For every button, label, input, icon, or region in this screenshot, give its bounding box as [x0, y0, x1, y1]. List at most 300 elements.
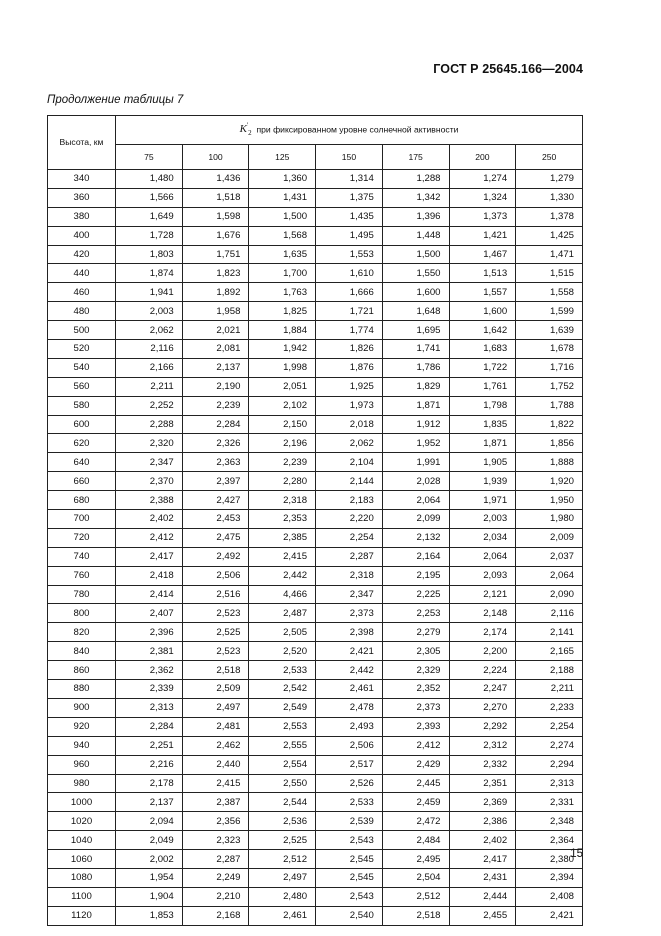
coefficient-cell: 1,635 [249, 245, 316, 264]
coefficient-cell: 2,462 [182, 736, 249, 755]
solar-level-header: 200 [449, 145, 516, 170]
table-row [48, 566, 583, 585]
coefficient-cell: 2,018 [316, 415, 383, 434]
coefficient-cell: 2,512 [249, 850, 316, 869]
coefficient-cell: 1,786 [382, 358, 449, 377]
solar-level-header: 125 [249, 145, 316, 170]
height-cell: 620 [48, 434, 116, 453]
coefficient-cell: 1,952 [382, 434, 449, 453]
coefficient-cell: 2,427 [182, 491, 249, 510]
coefficient-cell: 2,505 [249, 623, 316, 642]
coefficient-cell: 1,716 [516, 358, 583, 377]
height-cell: 460 [48, 283, 116, 302]
table-row [48, 736, 583, 755]
coefficient-cell: 2,493 [316, 717, 383, 736]
coefficient-cell: 1,874 [116, 264, 183, 283]
table-row [48, 188, 583, 207]
coefficient-cell: 4,466 [249, 585, 316, 604]
coefficient-cell: 2,332 [449, 755, 516, 774]
coefficient-cell: 1,905 [449, 453, 516, 472]
coefficient-cell: 2,504 [382, 868, 449, 887]
coefficient-cell: 2,280 [249, 472, 316, 491]
coefficient-cell: 2,484 [382, 831, 449, 850]
coefficient-cell: 2,455 [449, 906, 516, 925]
coefficient-cell: 1,722 [449, 358, 516, 377]
table-row [48, 377, 583, 396]
coefficient-cell: 2,415 [182, 774, 249, 793]
coefficient-cell: 1,288 [382, 170, 449, 189]
coefficient-cell: 1,274 [449, 170, 516, 189]
coefficient-cell: 2,394 [516, 868, 583, 887]
coefficient-cell: 2,396 [116, 623, 183, 642]
coefficient-cell: 2,239 [249, 453, 316, 472]
coefficient-cell: 2,380 [516, 850, 583, 869]
coefficient-group-header [116, 116, 583, 145]
coefficient-cell: 1,835 [449, 415, 516, 434]
coefficient-cell: 2,090 [516, 585, 583, 604]
coefficient-cell: 2,356 [182, 812, 249, 831]
coefficient-cell: 2,287 [316, 547, 383, 566]
coefficient-cell: 2,373 [316, 604, 383, 623]
coefficient-cell: 1,884 [249, 321, 316, 340]
height-cell: 920 [48, 717, 116, 736]
coefficient-cell: 1,950 [516, 491, 583, 510]
coefficient-cell: 2,252 [116, 396, 183, 415]
coefficient-cell: 2,313 [516, 774, 583, 793]
height-cell: 360 [48, 188, 116, 207]
coefficient-cell: 1,500 [382, 245, 449, 264]
table-row [48, 340, 583, 359]
coefficient-cell: 1,912 [382, 415, 449, 434]
coefficient-cell: 2,009 [516, 528, 583, 547]
height-cell: 760 [48, 566, 116, 585]
table-row [48, 642, 583, 661]
coefficient-cell: 2,132 [382, 528, 449, 547]
coefficient-cell: 2,402 [449, 831, 516, 850]
coefficient-cell: 1,798 [449, 396, 516, 415]
coefficient-cell: 1,721 [316, 302, 383, 321]
coefficient-cell: 1,500 [249, 207, 316, 226]
coefficient-cell: 2,364 [516, 831, 583, 850]
coefficient-cell: 2,326 [182, 434, 249, 453]
coefficient-cell: 2,421 [516, 906, 583, 925]
coefficient-cell: 2,049 [116, 831, 183, 850]
coefficient-cell: 1,436 [182, 170, 249, 189]
coefficient-cell: 1,958 [182, 302, 249, 321]
height-cell: 540 [48, 358, 116, 377]
coefficient-cell: 1,980 [516, 510, 583, 529]
coefficient-cell: 2,542 [249, 680, 316, 699]
table-row [48, 906, 583, 925]
coefficient-cell: 2,313 [116, 698, 183, 717]
coefficient-cell: 2,062 [316, 434, 383, 453]
table-row [48, 396, 583, 415]
coefficient-cell: 1,752 [516, 377, 583, 396]
coefficient-cell: 2,323 [182, 831, 249, 850]
coefficient-cell: 2,370 [116, 472, 183, 491]
coefficient-cell: 1,550 [382, 264, 449, 283]
coefficient-cell: 2,539 [316, 812, 383, 831]
coefficient-cell: 1,558 [516, 283, 583, 302]
coefficient-cell: 2,200 [449, 642, 516, 661]
table-row [48, 850, 583, 869]
coefficient-cell: 1,695 [382, 321, 449, 340]
coefficient-cell: 2,549 [249, 698, 316, 717]
table-row [48, 434, 583, 453]
coefficient-cell: 1,513 [449, 264, 516, 283]
coefficient-cell: 1,610 [316, 264, 383, 283]
coefficient-cell: 2,196 [249, 434, 316, 453]
coefficient-cell: 2,421 [316, 642, 383, 661]
coefficient-cell: 2,210 [182, 887, 249, 906]
coefficient-cell: 2,051 [249, 377, 316, 396]
coefficient-cell: 1,939 [449, 472, 516, 491]
coefficient-cell: 1,853 [116, 906, 183, 925]
coefficient-cell: 2,287 [182, 850, 249, 869]
coefficient-cell: 2,165 [516, 642, 583, 661]
coefficient-cell: 1,314 [316, 170, 383, 189]
coefficient-cell: 2,362 [116, 661, 183, 680]
coefficient-cell: 1,676 [182, 226, 249, 245]
table-row [48, 774, 583, 793]
table-row [48, 793, 583, 812]
table-row [48, 604, 583, 623]
coefficient-cell: 2,544 [249, 793, 316, 812]
coefficient-cell: 1,279 [516, 170, 583, 189]
coefficient-cell: 2,251 [116, 736, 183, 755]
data-table [47, 115, 583, 926]
table-row [48, 491, 583, 510]
coefficient-cell: 2,288 [116, 415, 183, 434]
table-row [48, 812, 583, 831]
coefficient-cell: 1,467 [449, 245, 516, 264]
coefficient-cell: 2,305 [382, 642, 449, 661]
coefficient-cell: 2,064 [516, 566, 583, 585]
coefficient-cell: 1,678 [516, 340, 583, 359]
coefficient-cell: 2,545 [316, 868, 383, 887]
coefficient-cell: 2,555 [249, 736, 316, 755]
height-cell: 660 [48, 472, 116, 491]
table-row [48, 510, 583, 529]
coefficient-cell: 1,788 [516, 396, 583, 415]
coefficient-cell: 2,274 [516, 736, 583, 755]
coefficient-cell: 2,352 [382, 680, 449, 699]
coefficient-cell: 2,386 [449, 812, 516, 831]
height-cell: 420 [48, 245, 116, 264]
coefficient-cell: 2,440 [182, 755, 249, 774]
coefficient-cell: 1,330 [516, 188, 583, 207]
coefficient-cell: 2,472 [382, 812, 449, 831]
coefficient-cell: 1,666 [316, 283, 383, 302]
coefficient-cell: 1,774 [316, 321, 383, 340]
height-cell: 1100 [48, 887, 116, 906]
coefficient-cell: 2,536 [249, 812, 316, 831]
coefficient-cell: 2,385 [249, 528, 316, 547]
table-row [48, 547, 583, 566]
height-cell: 340 [48, 170, 116, 189]
coefficient-cell: 1,431 [249, 188, 316, 207]
coefficient-cell: 2,412 [382, 736, 449, 755]
coefficient-cell: 2,254 [516, 717, 583, 736]
coefficient-cell: 2,381 [116, 642, 183, 661]
coefficient-cell: 2,329 [382, 661, 449, 680]
coefficient-cell: 1,763 [249, 283, 316, 302]
coefficient-cell: 2,397 [182, 472, 249, 491]
coefficient-cell: 2,518 [182, 661, 249, 680]
coefficient-cell: 1,700 [249, 264, 316, 283]
height-cell: 600 [48, 415, 116, 434]
coefficient-cell: 2,525 [182, 623, 249, 642]
table-row [48, 226, 583, 245]
coefficient-cell: 2,516 [182, 585, 249, 604]
coefficient-cell: 2,415 [249, 547, 316, 566]
coefficient-cell: 1,600 [449, 302, 516, 321]
coefficient-cell: 2,506 [316, 736, 383, 755]
coefficient-cell: 2,363 [182, 453, 249, 472]
height-cell: 640 [48, 453, 116, 472]
table-row [48, 321, 583, 340]
coefficient-cell: 2,402 [116, 510, 183, 529]
table-row [48, 680, 583, 699]
coefficient-cell: 2,174 [449, 623, 516, 642]
coefficient-cell: 1,553 [316, 245, 383, 264]
coefficient-cell: 1,826 [316, 340, 383, 359]
coefficient-cell: 1,856 [516, 434, 583, 453]
coefficient-cell: 2,353 [249, 510, 316, 529]
coefficient-cell: 2,284 [116, 717, 183, 736]
coefficient-cell: 2,064 [382, 491, 449, 510]
coefficient-cell: 1,600 [382, 283, 449, 302]
coefficient-cell: 1,515 [516, 264, 583, 283]
coefficient-cell: 1,566 [116, 188, 183, 207]
coefficient-symbol: $K'_2$ [239, 121, 252, 138]
coefficient-cell: 2,417 [449, 850, 516, 869]
coefficient-cell: 2,279 [382, 623, 449, 642]
coefficient-cell: 1,642 [449, 321, 516, 340]
coefficient-cell: 2,554 [249, 755, 316, 774]
coefficient-cell: 2,183 [316, 491, 383, 510]
coefficient-cell: 2,099 [382, 510, 449, 529]
height-cell: 440 [48, 264, 116, 283]
table-row [48, 453, 583, 472]
coefficient-cell: 2,166 [116, 358, 183, 377]
coefficient-cell: 1,598 [182, 207, 249, 226]
coefficient-cell: 2,553 [249, 717, 316, 736]
coefficient-cell: 1,378 [516, 207, 583, 226]
coefficient-cell: 1,876 [316, 358, 383, 377]
coefficient-cell: 2,550 [249, 774, 316, 793]
coefficient-cell: 2,211 [116, 377, 183, 396]
table-row [48, 831, 583, 850]
coefficient-cell: 2,284 [182, 415, 249, 434]
solar-level-header: 250 [516, 145, 583, 170]
coefficient-cell: 2,178 [116, 774, 183, 793]
coefficient-cell: 2,002 [116, 850, 183, 869]
coefficient-cell: 2,497 [249, 868, 316, 887]
coefficient-cell: 2,064 [449, 547, 516, 566]
coefficient-cell: 2,545 [316, 850, 383, 869]
coefficient-cell: 2,164 [382, 547, 449, 566]
height-column-header: Высота, км [48, 116, 116, 170]
coefficient-cell: 2,398 [316, 623, 383, 642]
coefficient-cell: 2,408 [516, 887, 583, 906]
coefficient-cell: 2,393 [382, 717, 449, 736]
coefficient-cell: 1,375 [316, 188, 383, 207]
coefficient-cell: 2,104 [316, 453, 383, 472]
coefficient-cell: 2,480 [249, 887, 316, 906]
coefficient-cell: 2,247 [449, 680, 516, 699]
coefficient-cell: 1,871 [382, 396, 449, 415]
coefficient-cell: 2,003 [116, 302, 183, 321]
solar-level-header: 175 [382, 145, 449, 170]
coefficient-cell: 2,021 [182, 321, 249, 340]
coefficient-cell: 2,417 [116, 547, 183, 566]
coefficient-cell: 1,822 [516, 415, 583, 434]
coefficient-cell: 1,360 [249, 170, 316, 189]
coefficient-cell: 2,093 [449, 566, 516, 585]
coefficient-cell: 1,448 [382, 226, 449, 245]
height-cell: 840 [48, 642, 116, 661]
coefficient-description: при фиксированном уровне солнечной активности [256, 124, 459, 135]
solar-level-header: 100 [182, 145, 249, 170]
coefficient-cell: 2,254 [316, 528, 383, 547]
coefficient-cell: 2,148 [449, 604, 516, 623]
height-cell: 860 [48, 661, 116, 680]
coefficient-cell: 2,270 [449, 698, 516, 717]
table-caption: Продолжение таблицы 7 [47, 94, 184, 106]
coefficient-cell: 2,331 [516, 793, 583, 812]
table-row [48, 264, 583, 283]
coefficient-cell: 2,037 [516, 547, 583, 566]
coefficient-cell: 2,369 [449, 793, 516, 812]
coefficient-cell: 2,249 [182, 868, 249, 887]
header-row-solar-levels [48, 145, 583, 170]
coefficient-cell: 2,518 [382, 906, 449, 925]
table-row [48, 245, 583, 264]
coefficient-cell: 2,442 [249, 566, 316, 585]
height-cell: 680 [48, 491, 116, 510]
coefficient-cell: 2,211 [516, 680, 583, 699]
coefficient-cell: 2,523 [182, 642, 249, 661]
table-row [48, 302, 583, 321]
coefficient-cell: 2,517 [316, 755, 383, 774]
coefficient-cell: 2,412 [116, 528, 183, 547]
coefficient-cell: 1,649 [116, 207, 183, 226]
coefficient-cell: 1,557 [449, 283, 516, 302]
height-cell: 1120 [48, 906, 116, 925]
coefficient-cell: 2,144 [316, 472, 383, 491]
height-cell: 800 [48, 604, 116, 623]
coefficient-cell: 2,137 [182, 358, 249, 377]
height-cell: 1000 [48, 793, 116, 812]
coefficient-cell: 2,495 [382, 850, 449, 869]
height-cell: 700 [48, 510, 116, 529]
table-row [48, 472, 583, 491]
coefficient-cell: 2,233 [516, 698, 583, 717]
coefficient-cell: 2,188 [516, 661, 583, 680]
coefficient-cell: 2,407 [116, 604, 183, 623]
coefficient-cell: 1,761 [449, 377, 516, 396]
coefficient-cell: 1,568 [249, 226, 316, 245]
table-row [48, 170, 583, 189]
coefficient-cell: 1,425 [516, 226, 583, 245]
coefficient-cell: 1,871 [449, 434, 516, 453]
table-row [48, 755, 583, 774]
coefficient-cell: 2,533 [316, 793, 383, 812]
coefficient-cell: 2,540 [316, 906, 383, 925]
coefficient-cell: 1,342 [382, 188, 449, 207]
coefficient-cell: 1,599 [516, 302, 583, 321]
coefficient-cell: 1,998 [249, 358, 316, 377]
coefficient-cell: 1,728 [116, 226, 183, 245]
coefficient-cell: 2,459 [382, 793, 449, 812]
coefficient-cell: 2,347 [316, 585, 383, 604]
coefficient-cell: 2,121 [449, 585, 516, 604]
height-cell: 940 [48, 736, 116, 755]
coefficient-cell: 2,512 [382, 887, 449, 906]
coefficient-cell: 2,431 [449, 868, 516, 887]
height-cell: 400 [48, 226, 116, 245]
coefficient-cell: 2,543 [316, 887, 383, 906]
coefficient-cell: 1,941 [116, 283, 183, 302]
coefficient-cell: 2,520 [249, 642, 316, 661]
solar-level-header: 75 [116, 145, 183, 170]
coefficient-cell: 2,150 [249, 415, 316, 434]
coefficient-cell: 2,525 [249, 831, 316, 850]
coefficient-cell: 2,168 [182, 906, 249, 925]
solar-level-header: 150 [316, 145, 383, 170]
coefficient-cell: 1,904 [116, 887, 183, 906]
table-row [48, 585, 583, 604]
table-row [48, 623, 583, 642]
height-cell: 1080 [48, 868, 116, 887]
coefficient-cell: 1,421 [449, 226, 516, 245]
coefficient-cell: 2,137 [116, 793, 183, 812]
table-row [48, 868, 583, 887]
coefficient-cell: 1,925 [316, 377, 383, 396]
coefficient-cell: 2,224 [449, 661, 516, 680]
coefficient-cell: 2,444 [449, 887, 516, 906]
coefficient-cell: 1,396 [382, 207, 449, 226]
height-cell: 740 [48, 547, 116, 566]
coefficient-cell: 1,495 [316, 226, 383, 245]
table-row [48, 661, 583, 680]
coefficient-cell: 2,320 [116, 434, 183, 453]
coefficient-cell: 1,803 [116, 245, 183, 264]
height-cell: 520 [48, 340, 116, 359]
coefficient-cell: 2,294 [516, 755, 583, 774]
coefficient-cell: 1,973 [316, 396, 383, 415]
coefficient-cell: 2,195 [382, 566, 449, 585]
coefficient-cell: 2,141 [516, 623, 583, 642]
coefficient-cell: 2,347 [116, 453, 183, 472]
height-cell: 500 [48, 321, 116, 340]
height-cell: 960 [48, 755, 116, 774]
coefficient-cell: 1,480 [116, 170, 183, 189]
table-row [48, 415, 583, 434]
coefficient-cell: 2,429 [382, 755, 449, 774]
coefficient-cell: 1,741 [382, 340, 449, 359]
coefficient-cell: 1,954 [116, 868, 183, 887]
coefficient-cell: 1,471 [516, 245, 583, 264]
coefficient-cell: 2,481 [182, 717, 249, 736]
height-cell: 880 [48, 680, 116, 699]
coefficient-cell: 2,497 [182, 698, 249, 717]
coefficient-cell: 2,116 [516, 604, 583, 623]
table-body [48, 170, 583, 926]
coefficient-cell: 1,920 [516, 472, 583, 491]
table-row [48, 887, 583, 906]
